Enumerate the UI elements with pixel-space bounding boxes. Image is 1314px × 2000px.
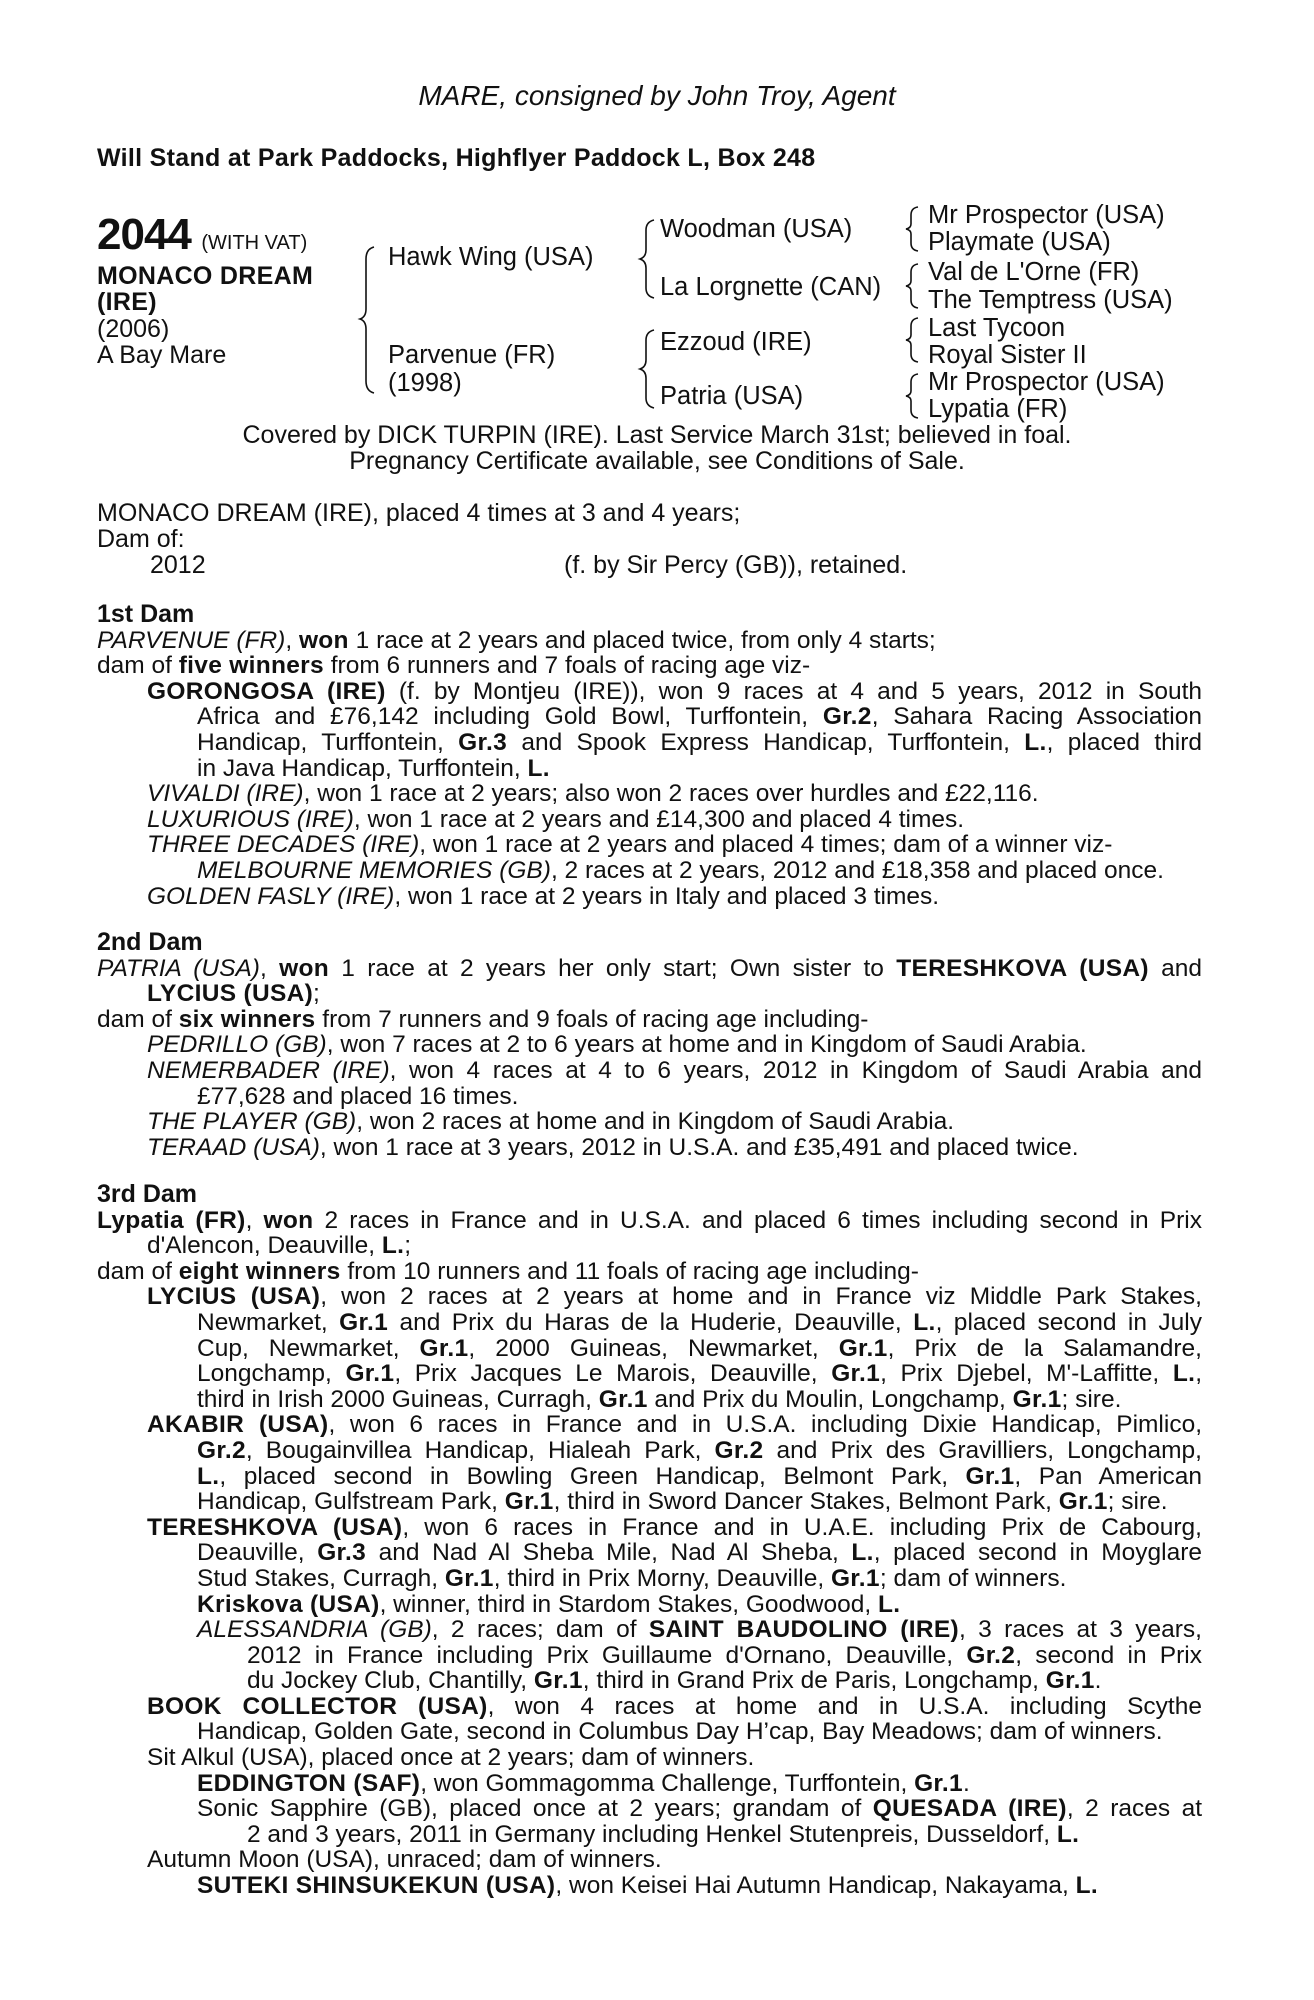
grandparent-8: Lypatia (FR)	[928, 395, 1068, 423]
dam-sire-name: Ezzoud (IRE)	[660, 328, 812, 356]
third-dam-section	[97, 1182, 1202, 1899]
text-line: 2012 in France including Prix Guillaume d'Ornano, Deauville, Gr.2, second in Prix	[247, 1641, 1203, 1669]
text-line: Cup, Newmarket, Gr.1, 2000 Guineas, Newmarket, Gr.1, Prix de la Salamandre,	[197, 1334, 1202, 1362]
text-line: AKABIR (USA), won 6 races in France and in U.S.A. including Dixie Handicap, Pimlico,	[147, 1411, 1202, 1439]
produce-details: (f. by Sir Percy (GB)), retained.	[564, 551, 908, 579]
text-line: Lypatia (FR), won 2 races in France and in U.S.A. and placed 6 times including second in Prix	[97, 1206, 1202, 1234]
text-line: NEMERBADER (IRE), won 4 races at 4 to 6 years, 2012 in Kingdom of Saudi Arabia and	[147, 1056, 1202, 1084]
grandparent-6: Royal Sister II	[928, 341, 1087, 369]
grandparent-1: Mr Prospector (USA)	[928, 201, 1165, 229]
pedigree-bracket-g4	[906, 372, 922, 420]
stand-location: Will Stand at Park Paddocks, Highflyer Paddock L, Box 248	[97, 144, 816, 172]
text-line: Stud Stakes, Curragh, Gr.1, third in Prix Morny, Deauville, Gr.1; dam of winners.	[197, 1564, 1067, 1592]
grandparent-7: Mr Prospector (USA)	[928, 368, 1165, 396]
produce-year: 2012	[150, 551, 206, 579]
text-line: Longchamp, Gr.1, Prix Jacques Le Marois, Deauville, Gr.1, Prix Djebel, M'-Laffitte, L.,	[197, 1360, 1203, 1388]
text-line: du Jockey Club, Chantilly, Gr.1, third in Grand Prix de Paris, Longchamp, Gr.1.	[247, 1667, 1102, 1695]
text-line: Sit Alkul (USA), placed once at 2 years; dam of winners.	[147, 1744, 755, 1772]
lot-number-row	[97, 210, 307, 260]
text-line: Africa and £76,142 including Gold Bowl, Turffontein, Gr.2, Sahara Racing Association	[197, 703, 1202, 731]
dam-year: (1998)	[388, 369, 462, 397]
pedigree-bracket-dam	[640, 328, 660, 410]
sire-sire-name: Woodman (USA)	[660, 215, 853, 243]
text-line: EDDINGTON (SAF), won Gommagomma Challenge, Turffontein, Gr.1.	[197, 1769, 970, 1797]
text-line: third in Irish 2000 Guineas, Curragh, Gr.1 and Prix du Moulin, Longchamp, Gr.1; sire.	[197, 1385, 1122, 1413]
consignment-line: MARE, consigned by John Troy, Agent	[418, 80, 896, 111]
text-line: LYCIUS (USA), won 2 races at 2 years at home and in France viz Middle Park Stakes,	[147, 1283, 1202, 1311]
text-line: SUTEKI SHINSUKEKUN (USA), won Keisei Hai Autumn Handicap, Nakayama, L.	[197, 1872, 1098, 1900]
text-line: LUXURIOUS (IRE), won 1 race at 2 years and £14,300 and placed 4 times.	[147, 805, 965, 833]
pedigree-bracket-g1	[906, 205, 922, 253]
horse-description: A Bay Mare	[97, 341, 227, 369]
horse-name: MONACO DREAM	[97, 262, 314, 290]
grandparent-4: The Temptress (USA)	[928, 286, 1173, 314]
text-line: L., placed second in Bowling Green Handicap, Belmont Park, Gr.1, Pan American	[197, 1462, 1203, 1490]
text-line: GORONGOSA (IRE) (f. by Montjeu (IRE)), won 9 races at 4 and 5 years, 2012 in South	[147, 677, 1202, 705]
section-heading: 3rd Dam	[97, 1180, 198, 1208]
text-line: GOLDEN FASLY (IRE), won 1 race at 2 years in Italy and placed 3 times.	[147, 882, 940, 910]
text-line: Handicap, Gulfstream Park, Gr.1, third in Sword Dancer Stakes, Belmont Park, Gr.1; sire.	[197, 1488, 1168, 1516]
sire-name: Hawk Wing (USA)	[388, 243, 594, 271]
text-line: TERESHKOVA (USA), won 6 races in France and in U.A.E. including Prix de Cabourg,	[147, 1513, 1202, 1541]
second-dam-section	[97, 930, 1202, 1160]
covered-note: Covered by DICK TURPIN (IRE). Last Service March 31st; believed in foal.	[242, 421, 1072, 449]
text-line: VIVALDI (IRE), won 1 race at 2 years; also won 2 races over hurdles and £22,116.	[147, 780, 1039, 808]
text-line: PATRIA (USA), won 1 race at 2 years her only start; Own sister to TERESHKOVA (USA) and	[97, 954, 1203, 982]
pedigree-bracket-g3	[906, 316, 922, 364]
text-line: d'Alencon, Deauville, L.;	[147, 1232, 412, 1260]
horse-name-country: (IRE)	[97, 288, 157, 316]
text-line: ALESSANDRIA (GB), 2 races; dam of SAINT BAUDOLINO (IRE), 3 races at 3 years,	[197, 1616, 1202, 1644]
text-line: MELBOURNE MEMORIES (GB), 2 races at 2 years, 2012 and £18,358 and placed once.	[197, 856, 1164, 884]
pregnancy-note: Pregnancy Certificate available, see Conditions of Sale.	[349, 447, 965, 475]
section-heading: 2nd Dam	[97, 928, 203, 956]
text-line: PEDRILLO (GB), won 7 races at 2 to 6 years at home and in Kingdom of Saudi Arabia.	[147, 1031, 1087, 1059]
text-line: dam of five winners from 6 runners and 7 foals of racing age viz-	[97, 652, 811, 680]
text-line: LYCIUS (USA);	[147, 980, 320, 1008]
dam-dam-name: Patria (USA)	[660, 382, 804, 410]
text-line: Newmarket, Gr.1 and Prix du Haras de la Huderie, Deauville, L., placed second in July	[197, 1308, 1202, 1336]
text-line: Autumn Moon (USA), unraced; dam of winners.	[147, 1846, 662, 1874]
text-line: 2 and 3 years, 2011 in Germany including Henkel Stutenpreis, Dusseldorf, L.	[247, 1820, 1080, 1848]
text-line: PARVENUE (FR), won 1 race at 2 years and placed twice, from only 4 starts;	[97, 626, 936, 654]
grandparent-3: Val de L'Orne (FR)	[928, 258, 1140, 286]
text-line: dam of eight winners from 10 runners and 11 foals of racing age including-	[97, 1257, 919, 1285]
text-line: TERAAD (USA), won 1 race at 3 years, 2012 in U.S.A. and £35,491 and placed twice.	[147, 1133, 1079, 1161]
text-line: THREE DECADES (IRE), won 1 race at 2 years and placed 4 times; dam of a winner viz-	[147, 831, 1113, 859]
foaling-year: (2006)	[97, 315, 170, 343]
dam-of-label: Dam of:	[97, 525, 185, 553]
text-line: Handicap, Golden Gate, second in Columbus Day H’cap, Bay Meadows; dam of winners.	[197, 1718, 1163, 1746]
text-line: £77,628 and placed 16 times.	[197, 1082, 519, 1110]
vat-note: (WITH VAT)	[201, 232, 308, 254]
text-line: dam of six winners from 7 runners and 9 foals of racing age including-	[97, 1005, 869, 1033]
grandparent-2: Playmate (USA)	[928, 228, 1111, 256]
text-line: THE PLAYER (GB), won 2 races at home and in Kingdom of Saudi Arabia.	[147, 1108, 955, 1136]
text-line: Gr.2, Bougainvillea Handicap, Hialeah Park, Gr.2 and Prix des Gravilliers, Longchamp,	[197, 1436, 1202, 1464]
section-heading: 1st Dam	[97, 600, 195, 628]
text-line: BOOK COLLECTOR (USA), won 4 races at home and in U.S.A. including Scythe	[147, 1692, 1202, 1720]
text-line: Kriskova (USA), winner, third in Stardom Stakes, Goodwood, L.	[197, 1590, 901, 1618]
pedigree-bracket-g2	[906, 262, 922, 310]
lot-number: 2044	[97, 210, 191, 259]
mare-summary: MONACO DREAM (IRE), placed 4 times at 3 and 4 years;	[97, 499, 741, 527]
pedigree-bracket-sire	[640, 218, 660, 300]
grandparent-5: Last Tycoon	[928, 314, 1066, 342]
text-line: Sonic Sapphire (GB), placed once at 2 years; grandam of QUESADA (IRE), 2 races at	[197, 1795, 1202, 1823]
sire-dam-name: La Lorgnette (CAN)	[660, 273, 882, 301]
pedigree-bracket-main	[360, 245, 380, 395]
text-line: Deauville, Gr.3 and Nad Al Sheba Mile, Nad Al Sheba, L., placed second in Moyglare	[197, 1539, 1202, 1567]
first-dam-section	[97, 602, 1202, 909]
text-line: in Java Handicap, Turffontein, L.	[197, 754, 550, 782]
dam-name: Parvenue (FR)	[388, 341, 556, 369]
text-line: Handicap, Turffontein, Gr.3 and Spook Express Handicap, Turffontein, L., placed third	[197, 728, 1202, 756]
